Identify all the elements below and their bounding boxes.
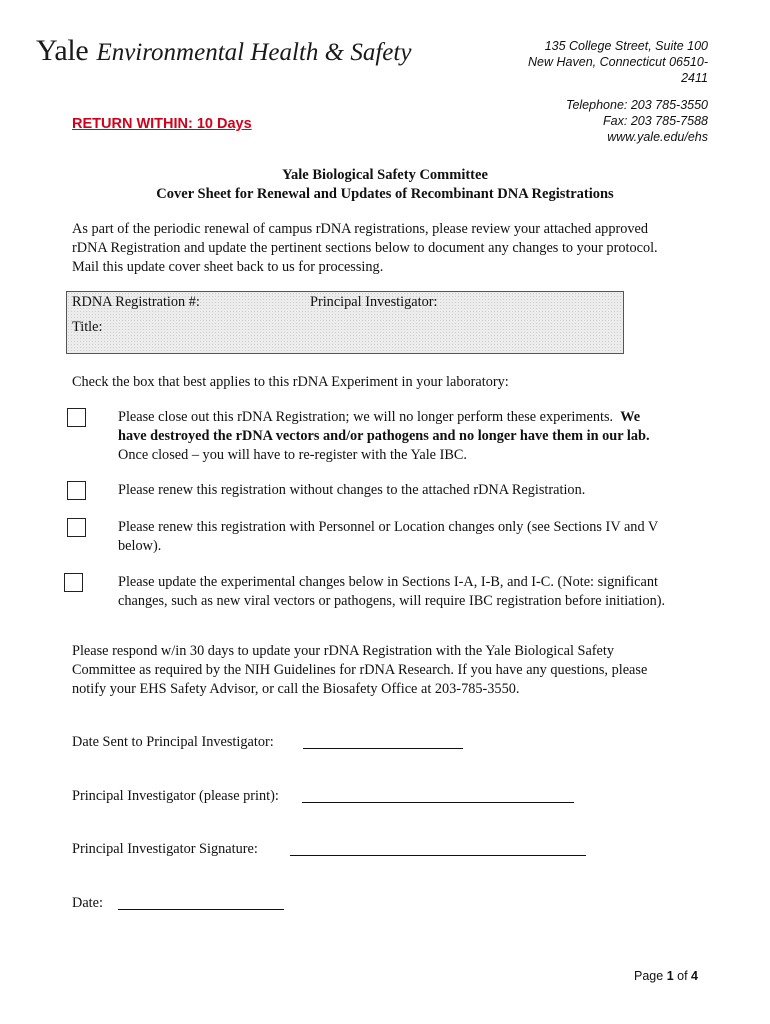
page-current: 1 xyxy=(666,969,674,983)
address-line-2: New Haven, Connecticut 06510- xyxy=(528,55,708,69)
pi-signature-field[interactable] xyxy=(290,855,586,856)
date-field[interactable] xyxy=(118,909,284,910)
intro-line: As part of the periodic renewal of campus rDNA registrations, please review your attached approved xyxy=(72,221,649,237)
mailing-address xyxy=(508,38,708,86)
return-notice: RETURN WITHIN: 10 Days xyxy=(72,116,252,132)
intro-paragraph xyxy=(72,220,712,277)
close-out-option xyxy=(118,408,708,465)
option-text: Please update the experimental changes below in Sections I-A, I-B, and I-C. (Note: significant xyxy=(118,574,658,590)
date-sent-field[interactable] xyxy=(303,748,463,749)
renew-no-changes-option xyxy=(118,481,708,500)
closing-line: Committee as required by the NIH Guidelines for rDNA Research. If you have any questions, please xyxy=(72,662,648,678)
intro-line: rDNA Registration and update the pertinent sections below to document any changes to your protocol. xyxy=(72,240,658,256)
page-number xyxy=(634,969,698,983)
address-line-3: 2411 xyxy=(681,71,708,85)
closing-line: Please respond w/in 30 days to update your rDNA Registration with the Yale Biological Safety xyxy=(72,643,615,659)
update-experimental-changes-option xyxy=(118,573,708,611)
website-link[interactable]: www.yale.edu/ehs xyxy=(607,130,708,144)
cover-sheet-title: Cover Sheet for Renewal and Updates of Recombinant DNA Registrations xyxy=(156,186,614,202)
option-text: changes, such as new viral vectors or pathogens, will require IBC registration before initiation). xyxy=(118,593,666,609)
option-text: below). xyxy=(118,538,162,554)
closing-line: notify your EHS Safety Advisor, or call the Biosafety Office at 203-785-3550. xyxy=(72,681,520,697)
of-word: of xyxy=(677,969,688,983)
option-text: Please renew this registration without changes to the attached rDNA Registration. xyxy=(118,482,586,498)
telephone: Telephone: 203 785-3550 xyxy=(565,98,708,112)
date-label: Date: xyxy=(72,895,103,911)
pi-signature-label: Principal Investigator Signature: xyxy=(72,841,258,857)
contact-info xyxy=(488,97,708,145)
registration-number-label: RDNA Registration #: xyxy=(72,294,200,310)
option-bold-text: have destroyed the rDNA vectors and/or pathogens and no longer have them in our lab. xyxy=(118,428,650,444)
registration-info-box xyxy=(66,291,624,354)
logo-yale-text: Yale xyxy=(36,34,89,67)
renew-personnel-location-checkbox[interactable] xyxy=(67,518,86,537)
renew-no-changes-checkbox[interactable] xyxy=(67,481,86,500)
option-bold-text: We xyxy=(620,409,641,425)
update-experimental-changes-checkbox[interactable] xyxy=(64,573,83,592)
pi-print-label: Principal Investigator (please print): xyxy=(72,788,279,804)
closing-paragraph xyxy=(72,642,712,699)
option-text: Please close out this rDNA Registration; we will no longer perform these experiments. xyxy=(118,409,614,425)
principal-investigator-label: Principal Investigator: xyxy=(310,294,438,310)
pi-print-field[interactable] xyxy=(302,802,574,803)
yale-ehs-logo xyxy=(36,34,411,68)
committee-name: Yale Biological Safety Committee xyxy=(282,167,488,183)
close-out-checkbox[interactable] xyxy=(67,408,86,427)
title-label: Title: xyxy=(72,319,103,335)
logo-ehs-text: Environmental Health & Safety xyxy=(96,39,412,66)
page-total: 4 xyxy=(691,969,698,983)
document-title xyxy=(0,166,770,204)
fax: Fax: 203 785-7588 xyxy=(603,114,708,128)
renew-personnel-location-option xyxy=(118,518,708,556)
address-line-1: 135 College Street, Suite 100 xyxy=(544,39,708,53)
option-text: Once closed – you will have to re-register with the Yale IBC. xyxy=(118,447,468,463)
checkbox-instructions: Check the box that best applies to this rDNA Experiment in your laboratory: xyxy=(72,374,509,390)
date-sent-label: Date Sent to Principal Investigator: xyxy=(72,734,274,750)
intro-line: Mail this update cover sheet back to us for processing. xyxy=(72,259,384,275)
option-text: Please renew this registration with Personnel or Location changes only (see Sections IV and V xyxy=(118,519,659,535)
page-word: Page xyxy=(634,969,664,983)
